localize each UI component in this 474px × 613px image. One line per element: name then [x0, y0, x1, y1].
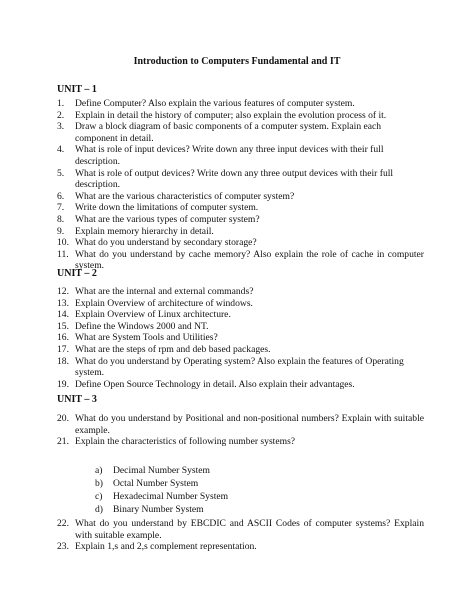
question-item: [57, 332, 424, 344]
unit-2-questions: [57, 286, 424, 390]
question-number: 7.: [57, 202, 65, 214]
unit-1-questions: [57, 98, 424, 272]
sublist-letter: c): [95, 491, 103, 503]
question-item: [57, 121, 424, 144]
sublist-text: Hexadecimal Number System: [113, 491, 229, 503]
sublist-item: [95, 504, 228, 516]
question-item: [57, 214, 424, 226]
question-number: 2.: [57, 109, 65, 121]
question-text: Explain the characteristics of following number systems?: [75, 436, 296, 448]
question-number: 11.: [57, 248, 69, 260]
question-number: 3.: [57, 121, 65, 133]
number-systems-sublist: [95, 465, 228, 516]
question-text: What do you understand by secondary storage?: [75, 237, 257, 249]
question-item: [57, 249, 424, 272]
question-item: [57, 356, 424, 379]
question-item: [57, 226, 424, 238]
question-text: What are the internal and external commands?: [75, 286, 254, 297]
question-number: 12.: [57, 286, 69, 297]
sublist-item: [95, 465, 228, 477]
question-item: [57, 413, 424, 436]
sublist-letter: a): [95, 465, 103, 476]
sublist-text: Binary Number System: [113, 504, 204, 516]
question-number: 6.: [57, 190, 65, 202]
question-text: Explain 1,s and 2,s complement representation.: [75, 541, 257, 553]
sublist-letter: d): [95, 504, 103, 516]
question-number: 22.: [57, 518, 69, 529]
question-number: 1.: [57, 98, 65, 109]
question-text: What do you understand by Positional and non-positional numbers? Explain with suitable example.: [75, 413, 424, 436]
question-number: 19.: [57, 378, 69, 390]
question-text: What are the various characteristics of computer system?: [75, 190, 295, 202]
question-item: [57, 237, 424, 249]
question-item: [57, 379, 424, 391]
unit-2-heading: UNIT – 2: [57, 268, 97, 279]
question-number: 16.: [57, 332, 69, 344]
question-number: 23.: [57, 541, 69, 553]
question-item: [57, 321, 424, 333]
question-text: Explain Overview of architecture of windows.: [75, 297, 253, 309]
question-number: 21.: [57, 436, 69, 448]
question-text: What is role of input devices? Write down any three input devices with their full description.: [75, 144, 384, 167]
question-item: [57, 191, 424, 203]
unit-1-heading: UNIT – 1: [57, 84, 97, 95]
question-item: [57, 541, 424, 553]
question-item: [57, 286, 424, 298]
question-number: 10.: [57, 237, 69, 249]
sublist-item: [95, 491, 228, 503]
sublist-text: Octal Number System: [113, 478, 199, 490]
question-item: [57, 344, 424, 356]
question-number: 15.: [57, 320, 69, 332]
sublist-letter: b): [95, 478, 103, 490]
question-item: [57, 144, 424, 167]
question-text: Define Open Source Technology in detail. Also explain their advantages.: [75, 378, 355, 390]
question-text: Explain in detail the history of computer; also explain the evolution process of it.: [75, 109, 387, 121]
question-number: 18.: [57, 355, 69, 367]
question-item: [57, 309, 424, 321]
question-number: 9.: [57, 225, 65, 237]
question-text: What do you understand by cache memory? Also explain the role of cache in computer system.: [75, 248, 424, 272]
sublist-item: [95, 478, 228, 490]
question-text: Define the Windows 2000 and NT.: [75, 320, 209, 332]
question-item: [57, 98, 424, 110]
question-number: 8.: [57, 213, 65, 225]
question-text: Explain memory hierarchy in detail.: [75, 225, 214, 237]
question-text: What do you understand by EBCDIC and ASCII Codes of computer systems? Explain with suitable example.: [75, 518, 424, 541]
unit-3-heading: UNIT – 3: [57, 394, 97, 405]
sublist-text: Decimal Number System: [113, 465, 210, 476]
question-text: What do you understand by Operating system? Also explain the features of Operating system.: [75, 355, 404, 379]
question-text: What are System Tools and Utilities?: [75, 332, 218, 344]
question-text: Draw a block diagram of basic components of a computer system. Explain each component in detail.: [75, 121, 382, 144]
question-text: Explain Overview of Linux architecture.: [75, 309, 231, 321]
question-item: [57, 518, 424, 541]
question-item: [57, 436, 424, 448]
question-text: What are the various types of computer system?: [75, 213, 260, 225]
unit-3-questions: [57, 413, 424, 448]
question-text: What is role of output devices? Write down any three output devices with their full description.: [75, 167, 394, 191]
question-item: [57, 202, 424, 214]
question-text: Define Computer? Also explain the various features of computer system.: [75, 98, 355, 109]
document-title: Introduction to Computers Fundamental and IT: [133, 56, 341, 67]
question-item: [57, 298, 424, 310]
question-text: Write down the limitations of computer system.: [75, 202, 259, 214]
question-number: 4.: [57, 144, 65, 156]
question-number: 20.: [57, 413, 69, 424]
question-number: 13.: [57, 297, 69, 309]
question-number: 5.: [57, 167, 65, 179]
unit-3-questions-continued: [57, 518, 424, 553]
question-item: [57, 110, 424, 122]
question-item: [57, 168, 424, 191]
question-number: 17.: [57, 343, 69, 355]
question-text: What are the steps of rpm and deb based packages.: [75, 343, 271, 355]
question-number: 14.: [57, 309, 69, 321]
